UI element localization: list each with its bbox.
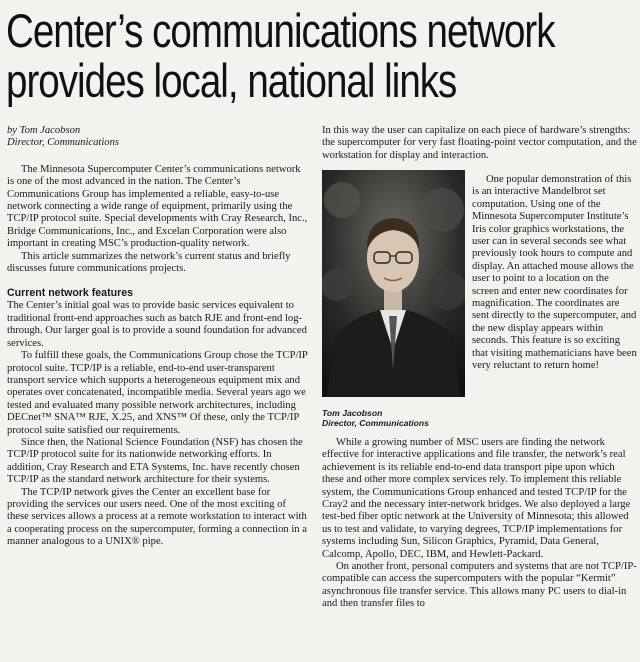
headline-line-2: provides local, national links: [6, 54, 457, 107]
portrait-image: [322, 170, 465, 397]
paragraph-achievement: While a growing number of MSC users are finding the network effective for interactive applications and file transfer, the network’s real achievement is its reliable end-to-end data transport pipe upon which these and other more complex services rely. To implement this reliable system, the Communications Group enhanced and tested TCP/IP for the Cray2 and the necessary inter-network bridges. We also deployed a large test-bed fiber optic network at the University of Minnesota; this allowed us to test and validate, to varying degrees, TCP/IP implementations for systems including Sun, Silicon Graphics, Pyramid, Data General, Calcomp, Apollo, DEC, IBM, and Hewlett-Packard.: [322, 437, 631, 560]
section-heading: Current network features: [7, 287, 133, 300]
paragraph-services: The TCP/IP network gives the Center an excellent base for providing the services our users need. One of the most exciting of these services allows a process at a remote workstation to interact with a cooperating process on the supercomputer, forming a connection in a manner analogous to a UNIX® pipe.: [7, 486, 307, 548]
left-column: [7, 125, 310, 549]
paragraph-goals: The Center’s initial goal was to provide basic services equivalent to traditional front-end approaches such as batch RJE and front-end log-through. Our larger goal is to provide a sound foundation for advanced services.: [7, 300, 307, 349]
byline-author: by Tom Jacobson: [7, 125, 81, 136]
paragraph-nsf: Since then, the National Science Foundation (NSF) has chosen the TCP/IP protocol suite for its nationwide networking efforts. In addition, Cray Research and ETA Systems, Inc. have recently chosen TCP/IP as the standard network architecture for their systems.: [7, 436, 303, 486]
headline: [6, 4, 555, 107]
paragraph-summary: This article summarizes the network’s current status and briefly discusses future communications projects.: [7, 250, 291, 275]
paragraph-kermit: On another front, personal computers and systems that are not TCP/IP-compatible can access the supercomputers with the popular “Kermit” asynchronous file transfer service. This allows many PC users to dial-in and then transfer files to: [322, 561, 637, 610]
byline: [7, 125, 310, 150]
headline-line-1: Center’s communications network: [6, 4, 555, 57]
byline-title: Director, Communications: [7, 137, 120, 149]
paragraph-tcpip: To fulfill these goals, the Communications Group chose the TCP/IP protocol suite. TCP/IP is a reliable, end-to-end user-transparent transport service which supports a heterogeneous equipment mix and operates over concatenated, incompatible media. Several years ago we tested and evaluated many possible network architectures, including DECnet™ SNA™ RJE, X.25, and XNS™ Of these, only the TCP/IP protocol suite satisfied our requirements.: [7, 350, 308, 436]
paragraph-hardware: In this way the user can capitalize on each piece of hardware’s strengths: the supercomputer for very fast floating-point vector computation, and the workstation for display and interaction.: [322, 125, 637, 161]
author-photo: [322, 170, 465, 397]
right-column-wrap: [472, 174, 637, 373]
photo-caption: [322, 408, 465, 428]
right-column-bottom: [322, 437, 637, 611]
paragraph-intro: The Minnesota Supercomputer Center’s communications network is one of the most advanced in the nation. The Center’s Communications Group has implemented a reliable, easy-to-use network connecting a wide range of equipment, primarily using the TCP/IP protocol suite. Special developments with Cray Research, Inc., Bridge Communications, Inc., and Excelan Corporation were also important in creating MSC’s production-quality network.: [7, 163, 308, 250]
right-column-top: [322, 125, 637, 162]
caption-name: Tom Jacobson: [322, 408, 383, 418]
paragraph-mandelbrot: One popular demonstration of this is an interactive Mandelbrot set computation. Using one of the Minnesota Supercomputer Institute’s Iris color graphics workstations, the user can in several seconds see what previously took hours to compute and display. An attached mouse allows the user to point to a location on the screen and enter new coordinates for magnification. The coordinates are sent directly to the supercomputer, and the new display appears within seconds. This feature is so exciting that visiting mathematicians have been very reluctant to return home!: [472, 174, 637, 372]
caption-title: Director, Communications: [322, 418, 429, 428]
